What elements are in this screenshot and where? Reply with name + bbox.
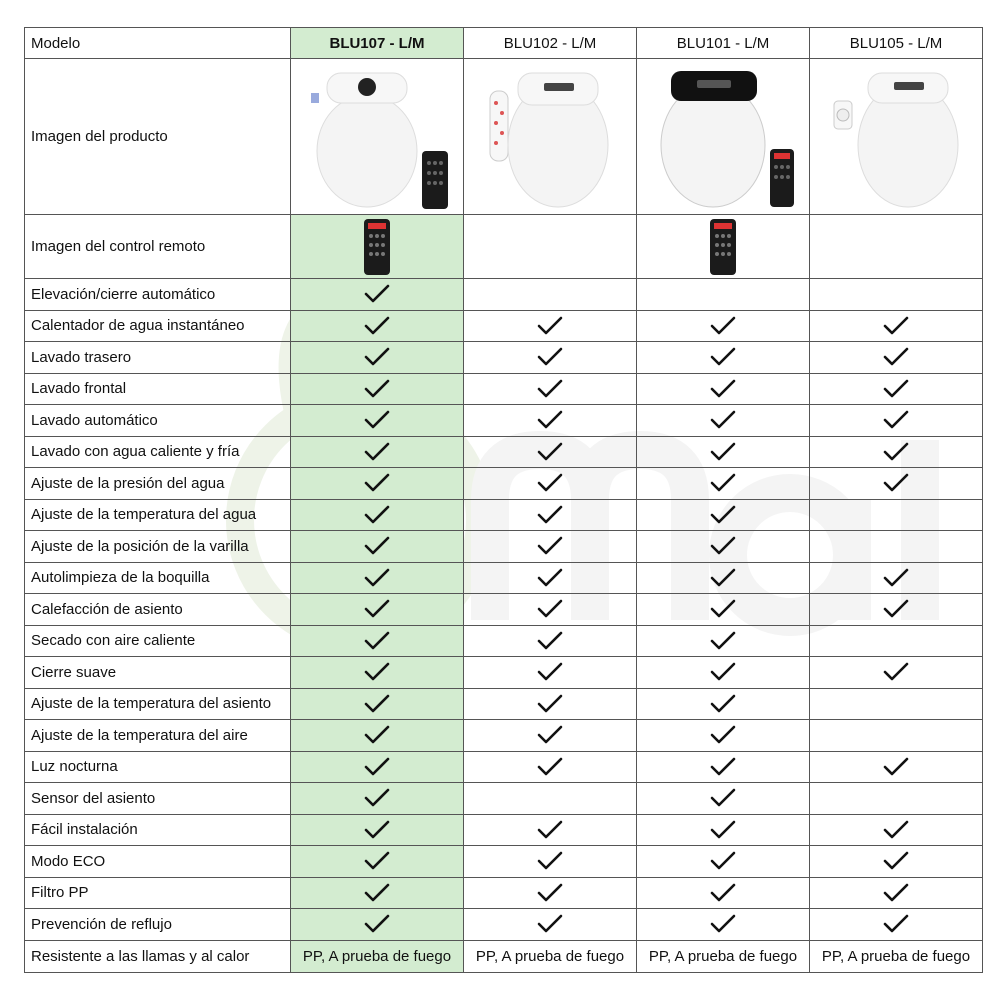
checkmark-icon <box>537 725 563 745</box>
feature-label: Luz nocturna <box>25 751 291 783</box>
feature-row <box>25 279 983 311</box>
feature-cell-blu101 <box>637 720 810 752</box>
feature-cell-blu102 <box>464 877 637 909</box>
feature-cell-blu105 <box>810 468 983 500</box>
checkmark-icon <box>883 442 909 462</box>
checkmark-icon <box>364 599 390 619</box>
remote-image-blu105 <box>810 215 983 279</box>
feature-cell-blu101 <box>637 405 810 437</box>
feature-cell-blu101 <box>637 814 810 846</box>
product-image-row <box>25 59 983 215</box>
feature-cell-blu101 <box>637 594 810 626</box>
feature-cell-blu105 <box>810 531 983 563</box>
model-header-blu102: BLU102 - L/M <box>464 28 637 59</box>
flame-resistance-value-blu105: PP, A prueba de fuego <box>810 940 983 972</box>
feature-row <box>25 688 983 720</box>
feature-cell-blu102 <box>464 468 637 500</box>
feature-cell-blu107 <box>291 657 464 689</box>
feature-row <box>25 405 983 437</box>
checkmark-icon <box>710 820 736 840</box>
feature-row <box>25 909 983 941</box>
feature-cell-blu102 <box>464 436 637 468</box>
checkmark-icon <box>883 473 909 493</box>
feature-label: Lavado frontal <box>25 373 291 405</box>
checkmark-icon <box>364 347 390 367</box>
checkmark-icon <box>710 757 736 777</box>
feature-cell-blu102 <box>464 310 637 342</box>
feature-cell-blu102 <box>464 531 637 563</box>
feature-cell-blu105 <box>810 310 983 342</box>
feature-cell-blu102 <box>464 562 637 594</box>
feature-cell-blu107 <box>291 846 464 878</box>
feature-cell-blu105 <box>810 405 983 437</box>
feature-label: Ajuste de la temperatura del agua <box>25 499 291 531</box>
feature-row <box>25 814 983 846</box>
feature-cell-blu105 <box>810 436 983 468</box>
checkmark-icon <box>710 788 736 808</box>
feature-cell-blu101 <box>637 499 810 531</box>
feature-row <box>25 877 983 909</box>
checkmark-icon <box>710 347 736 367</box>
feature-cell-blu101 <box>637 909 810 941</box>
checkmark-icon <box>537 473 563 493</box>
feature-cell-blu105 <box>810 279 983 311</box>
feature-cell-blu107 <box>291 405 464 437</box>
feature-cell-blu101 <box>637 625 810 657</box>
toilet-seat-side-knob-icon <box>816 63 976 211</box>
checkmark-icon <box>537 536 563 556</box>
checkmark-icon <box>710 662 736 682</box>
feature-cell-blu102 <box>464 688 637 720</box>
checkmark-icon <box>537 347 563 367</box>
feature-cell-blu102 <box>464 594 637 626</box>
toilet-seat-side-panel-icon <box>470 63 630 211</box>
feature-cell-blu102 <box>464 342 637 374</box>
feature-cell-blu107 <box>291 909 464 941</box>
checkmark-icon <box>883 410 909 430</box>
feature-cell-blu101 <box>637 751 810 783</box>
product-image-label: Imagen del producto <box>25 59 291 215</box>
checkmark-icon <box>883 379 909 399</box>
checkmark-icon <box>883 757 909 777</box>
feature-label: Secado con aire caliente <box>25 625 291 657</box>
feature-row <box>25 562 983 594</box>
product-image-blu105 <box>810 59 983 215</box>
feature-cell-blu105 <box>810 909 983 941</box>
checkmark-icon <box>537 442 563 462</box>
feature-cell-blu107 <box>291 436 464 468</box>
checkmark-icon <box>710 599 736 619</box>
checkmark-icon <box>710 883 736 903</box>
feature-row <box>25 468 983 500</box>
feature-row <box>25 720 983 752</box>
feature-cell-blu105 <box>810 783 983 815</box>
feature-cell-blu101 <box>637 373 810 405</box>
feature-row <box>25 783 983 815</box>
feature-cell-blu105 <box>810 594 983 626</box>
feature-cell-blu107 <box>291 562 464 594</box>
remote-control-icon <box>709 218 737 276</box>
checkmark-icon <box>883 883 909 903</box>
feature-label: Calentador de agua instantáneo <box>25 310 291 342</box>
feature-label: Autolimpieza de la boquilla <box>25 562 291 594</box>
feature-label: Ajuste de la temperatura del asiento <box>25 688 291 720</box>
feature-row <box>25 499 983 531</box>
feature-label: Lavado con agua caliente y fría <box>25 436 291 468</box>
feature-cell-blu102 <box>464 814 637 846</box>
feature-cell-blu105 <box>810 814 983 846</box>
checkmark-icon <box>537 757 563 777</box>
product-image-blu102 <box>464 59 637 215</box>
feature-cell-blu107 <box>291 310 464 342</box>
checkmark-icon <box>364 442 390 462</box>
feature-cell-blu105 <box>810 720 983 752</box>
feature-cell-blu107 <box>291 499 464 531</box>
checkmark-icon <box>364 725 390 745</box>
checkmark-icon <box>364 284 390 304</box>
feature-cell-blu105 <box>810 877 983 909</box>
checkmark-icon <box>883 820 909 840</box>
checkmark-icon <box>537 694 563 714</box>
feature-label: Ajuste de la presión del agua <box>25 468 291 500</box>
checkmark-icon <box>710 631 736 651</box>
model-header-blu101: BLU101 - L/M <box>637 28 810 59</box>
checkmark-icon <box>537 316 563 336</box>
header-label: Modelo <box>25 28 291 59</box>
feature-cell-blu101 <box>637 657 810 689</box>
checkmark-icon <box>710 536 736 556</box>
feature-cell-blu102 <box>464 720 637 752</box>
feature-row <box>25 594 983 626</box>
remote-control-icon <box>363 218 391 276</box>
feature-cell-blu107 <box>291 468 464 500</box>
checkmark-icon <box>710 694 736 714</box>
feature-cell-blu101 <box>637 783 810 815</box>
feature-cell-blu107 <box>291 814 464 846</box>
flame-resistance-label: Resistente a las llamas y al calor <box>25 940 291 972</box>
feature-cell-blu101 <box>637 562 810 594</box>
checkmark-icon <box>537 379 563 399</box>
feature-cell-blu101 <box>637 342 810 374</box>
feature-cell-blu107 <box>291 594 464 626</box>
checkmark-icon <box>537 883 563 903</box>
checkmark-icon <box>710 442 736 462</box>
checkmark-icon <box>883 662 909 682</box>
toilet-seat-black-top-with-remote-icon <box>643 63 803 211</box>
remote-image-row <box>25 215 983 279</box>
feature-row <box>25 657 983 689</box>
feature-cell-blu105 <box>810 688 983 720</box>
checkmark-icon <box>710 505 736 525</box>
feature-cell-blu107 <box>291 720 464 752</box>
feature-cell-blu102 <box>464 405 637 437</box>
feature-cell-blu105 <box>810 751 983 783</box>
feature-label: Calefacción de asiento <box>25 594 291 626</box>
checkmark-icon <box>710 725 736 745</box>
checkmark-icon <box>364 820 390 840</box>
checkmark-icon <box>710 379 736 399</box>
feature-cell-blu107 <box>291 783 464 815</box>
comparison-table <box>24 27 983 973</box>
remote-image-blu107 <box>291 215 464 279</box>
checkmark-icon <box>537 568 563 588</box>
feature-cell-blu102 <box>464 625 637 657</box>
checkmark-icon <box>364 568 390 588</box>
feature-row <box>25 436 983 468</box>
remote-image-blu101 <box>637 215 810 279</box>
feature-label: Filtro PP <box>25 877 291 909</box>
feature-cell-blu101 <box>637 436 810 468</box>
feature-cell-blu102 <box>464 373 637 405</box>
checkmark-icon <box>883 851 909 871</box>
feature-row <box>25 846 983 878</box>
product-image-blu107 <box>291 59 464 215</box>
feature-label: Ajuste de la posición de la varilla <box>25 531 291 563</box>
checkmark-icon <box>537 505 563 525</box>
remote-image-label: Imagen del control remoto <box>25 215 291 279</box>
checkmark-icon <box>364 379 390 399</box>
checkmark-icon <box>364 883 390 903</box>
feature-label: Fácil instalación <box>25 814 291 846</box>
feature-label: Prevención de reflujo <box>25 909 291 941</box>
remote-image-blu102 <box>464 215 637 279</box>
feature-row <box>25 310 983 342</box>
flame-resistance-row <box>25 940 983 972</box>
checkmark-icon <box>364 757 390 777</box>
feature-cell-blu105 <box>810 342 983 374</box>
model-header-blu105: BLU105 - L/M <box>810 28 983 59</box>
feature-label: Elevación/cierre automático <box>25 279 291 311</box>
flame-resistance-value-blu102: PP, A prueba de fuego <box>464 940 637 972</box>
checkmark-icon <box>710 568 736 588</box>
feature-cell-blu105 <box>810 625 983 657</box>
checkmark-icon <box>710 914 736 934</box>
feature-cell-blu101 <box>637 846 810 878</box>
feature-cell-blu107 <box>291 373 464 405</box>
checkmark-icon <box>537 631 563 651</box>
checkmark-icon <box>710 473 736 493</box>
feature-row <box>25 625 983 657</box>
feature-label: Cierre suave <box>25 657 291 689</box>
checkmark-icon <box>364 536 390 556</box>
feature-label: Lavado trasero <box>25 342 291 374</box>
flame-resistance-value-blu101: PP, A prueba de fuego <box>637 940 810 972</box>
checkmark-icon <box>364 851 390 871</box>
checkmark-icon <box>883 599 909 619</box>
feature-cell-blu107 <box>291 531 464 563</box>
feature-cell-blu107 <box>291 625 464 657</box>
feature-cell-blu102 <box>464 657 637 689</box>
feature-cell-blu107 <box>291 279 464 311</box>
checkmark-icon <box>364 788 390 808</box>
checkmark-icon <box>364 505 390 525</box>
product-image-blu101 <box>637 59 810 215</box>
header-row <box>25 28 983 59</box>
feature-label: Modo ECO <box>25 846 291 878</box>
checkmark-icon <box>537 914 563 934</box>
checkmark-icon <box>364 473 390 493</box>
feature-cell-blu102 <box>464 751 637 783</box>
feature-row <box>25 342 983 374</box>
checkmark-icon <box>883 347 909 367</box>
feature-cell-blu105 <box>810 657 983 689</box>
model-header-blu107: BLU107 - L/M <box>291 28 464 59</box>
feature-label: Lavado automático <box>25 405 291 437</box>
checkmark-icon <box>364 914 390 934</box>
feature-cell-blu102 <box>464 846 637 878</box>
feature-row <box>25 751 983 783</box>
feature-cell-blu105 <box>810 373 983 405</box>
checkmark-icon <box>883 914 909 934</box>
checkmark-icon <box>710 410 736 430</box>
feature-cell-blu102 <box>464 279 637 311</box>
checkmark-icon <box>710 316 736 336</box>
feature-cell-blu101 <box>637 688 810 720</box>
feature-cell-blu107 <box>291 751 464 783</box>
feature-cell-blu107 <box>291 877 464 909</box>
feature-cell-blu102 <box>464 499 637 531</box>
checkmark-icon <box>364 631 390 651</box>
checkmark-icon <box>883 568 909 588</box>
feature-label: Sensor del asiento <box>25 783 291 815</box>
feature-cell-blu105 <box>810 562 983 594</box>
feature-cell-blu101 <box>637 531 810 563</box>
feature-cell-blu101 <box>637 877 810 909</box>
feature-cell-blu101 <box>637 468 810 500</box>
checkmark-icon <box>364 662 390 682</box>
feature-cell-blu102 <box>464 783 637 815</box>
checkmark-icon <box>537 662 563 682</box>
checkmark-icon <box>710 851 736 871</box>
feature-cell-blu107 <box>291 342 464 374</box>
feature-row <box>25 531 983 563</box>
feature-cell-blu101 <box>637 310 810 342</box>
checkmark-icon <box>537 851 563 871</box>
checkmark-icon <box>537 599 563 619</box>
feature-cell-blu105 <box>810 846 983 878</box>
checkmark-icon <box>364 694 390 714</box>
flame-resistance-value-blu107: PP, A prueba de fuego <box>291 940 464 972</box>
feature-cell-blu105 <box>810 499 983 531</box>
checkmark-icon <box>537 410 563 430</box>
checkmark-icon <box>364 316 390 336</box>
feature-row <box>25 373 983 405</box>
feature-cell-blu102 <box>464 909 637 941</box>
toilet-seat-with-remote-icon <box>297 63 457 211</box>
feature-cell-blu101 <box>637 279 810 311</box>
feature-label: Ajuste de la temperatura del aire <box>25 720 291 752</box>
feature-cell-blu107 <box>291 688 464 720</box>
checkmark-icon <box>537 820 563 840</box>
checkmark-icon <box>364 410 390 430</box>
checkmark-icon <box>883 316 909 336</box>
